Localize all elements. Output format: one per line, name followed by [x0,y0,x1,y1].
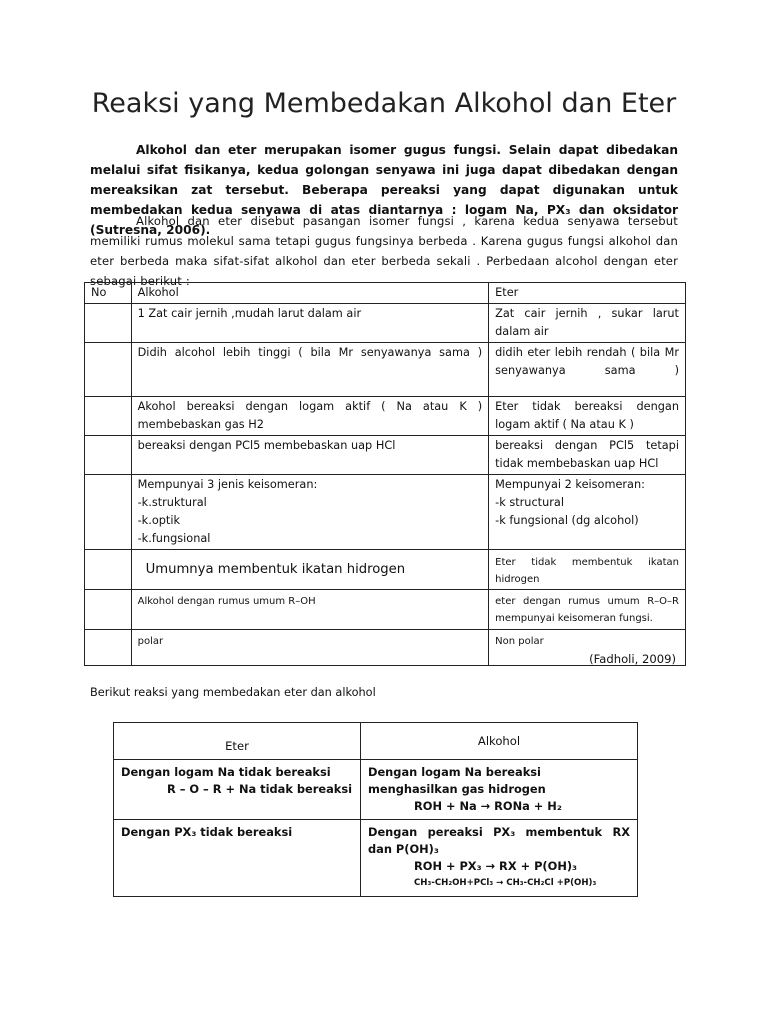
row-alkohol: Akohol bereaksi dengan logam aktif ( Na atau K ) membebaskan gas H2 [131,397,489,436]
table-header-row [114,723,638,760]
row-eter: eter dengan rumus umum R–O–R mempunyai keisomeran fungsi. [489,590,686,630]
alkohol-px3-text: Dengan pereaksi PX₃ membentuk RX dan P(OH)₃ [368,825,630,856]
table-row [114,760,638,820]
header-no: No [85,283,132,304]
explanation-paragraph [90,211,678,291]
row-alkohol: 1 Zat cair jernih ,mudah larut dalam air [131,304,489,343]
eter-px3-cell [114,820,361,897]
row-alkohol: Didih alcohol lebih tinggi ( bila Mr senyawanya sama ) [131,343,489,397]
isomer-line: -k.fungsional [137,532,211,545]
isomer-line: Mempunyai 2 keisomeran: [495,478,645,491]
alkohol-px3-cell [361,820,638,897]
table-row [114,820,638,897]
row-alkohol: Umumnya membentuk ikatan hidrogen [131,550,489,590]
alkohol-na-text: Dengan logam Na bereaksi menghasilkan gas hidrogen [368,765,546,796]
eter-na-formula: R – O – R + Na tidak bereaksi [167,782,353,796]
isomer-line: Mempunyai 3 jenis keisomeran: [137,478,318,491]
row-alkohol: bereaksi dengan PCl5 membebaskan uap HCl [131,436,489,475]
row-eter: Eter tidak bereaksi dengan logam aktif ( Na atau K ) [489,397,686,436]
row-eter: Eter tidak membentuk ikatan hidrogen [489,550,686,590]
row-eter: Non polar [489,630,686,666]
row-eter: Zat cair jernih , sukar larut dalam air [489,304,686,343]
alkohol-pcl3-formula: CH₃-CH₂OH+PCl₃ → CH₃-CH₂Cl +P(OH)₃ [414,878,597,888]
isomer-line: -k structural [495,496,564,509]
row-eter: bereaksi dengan PCl5 tetapi tidak membebaskan uap HCl [489,436,686,475]
table-row [85,343,686,397]
table-row [85,436,686,475]
row-no [85,590,132,630]
reaction-intro: Berikut reaksi yang membedakan eter dan alkohol [90,686,376,699]
header-alkohol: Alkohol [361,723,638,760]
citation: (Fadholi, 2009) [589,652,676,666]
comparison-table [84,282,686,666]
row-no [85,397,132,436]
alkohol-px3-formula: ROH + PX₃ → RX + P(OH)₃ [414,859,578,873]
table-row [85,590,686,630]
header-alkohol: Alkohol [131,283,489,304]
row-no [85,630,132,666]
row-alkohol: polar [131,630,489,666]
alkohol-na-formula: ROH + Na → RONa + H₂ [414,799,562,813]
row-alkohol: Alkohol dengan rumus umum R–OH [131,590,489,630]
table-row [85,304,686,343]
table-row [85,550,686,590]
row-alkohol [131,475,489,550]
row-eter [489,475,686,550]
row-no [85,436,132,475]
row-no [85,475,132,550]
reaction-table [113,722,638,897]
row-no [85,304,132,343]
header-eter: Eter [489,283,686,304]
page-title: Reaksi yang Membedakan Alkohol dan Eter [91,88,677,119]
row-no [85,343,132,397]
isomer-line: -k fungsional (dg alcohol) [495,514,639,527]
explanation-paragraph-text: Alkohol dan eter disebut pasangan isomer fungsi , karena kedua senyawa tersebut memiliki rumus molekul sama tetapi gugus fungsinya berbeda . Karena gugus fungsi alkohol dan eter berbeda maka sifat-sifat alkohol dan eter berbeda sekali . Perbedaan alcohol dengan eter sebagai berikut : [90,214,678,288]
eter-na-text: Dengan logam Na tidak bereaksi [121,765,331,779]
row-eter: didih eter lebih rendah ( bila Mr senyawanya sama ) [489,343,686,397]
table-row [85,397,686,436]
isomer-line: -k.optik [137,514,181,527]
eter-px3-text: Dengan PX₃ tidak bereaksi [121,825,293,839]
intro-paragraph-text: Alkohol dan eter merupakan isomer gugus fungsi. Selain dapat dibedakan melalui sifat fisikanya, kedua golongan senyawa ini juga dapat dibedakan dengan mereaksikan zat tersebut. Beberapa pereaksi yang dapat digunakan untuk membedakan kedua senyawa di atas diantarnya : logam Na, PX₃ dan oksidator (Sutresna, 2006). [90,143,678,237]
eter-na-cell [114,760,361,820]
isomer-line: -k.struktural [137,496,207,509]
row-no [85,550,132,590]
header-eter: Eter [114,723,361,760]
table-row [85,475,686,550]
table-header-row [85,283,686,304]
alkohol-na-cell [361,760,638,820]
